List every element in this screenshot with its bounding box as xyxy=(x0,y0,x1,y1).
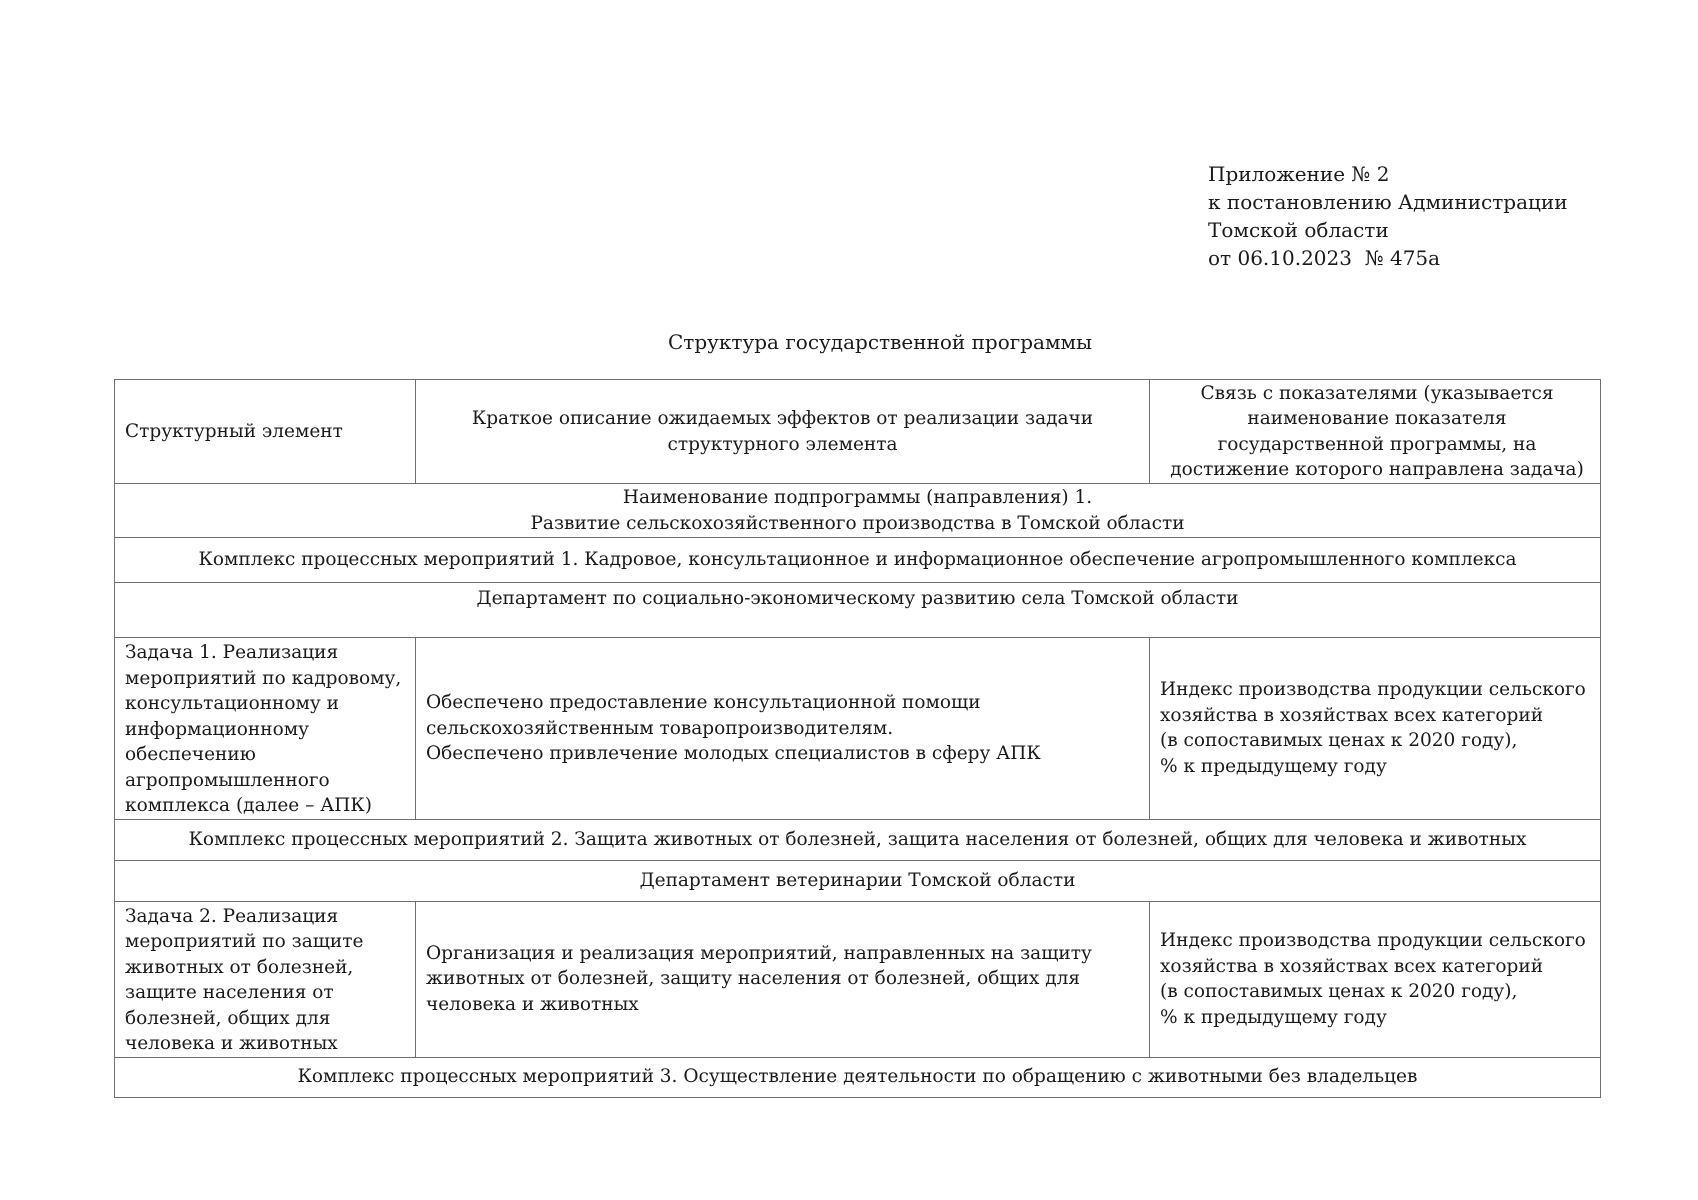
header-effects-description: Краткое описание ожидаемых эффектов от реализации задачи структурного элемента xyxy=(416,380,1150,484)
process-complex-1: Комплекс процессных мероприятий 1. Кадровое, консультационное и информационное обеспечение агропромышленного комплекса xyxy=(115,538,1601,583)
department-row-2 xyxy=(115,860,1601,901)
header-indicators-link: Связь с показателями (указывается наименование показателя государственной программы, на достижение которого направлена задача) xyxy=(1150,380,1601,484)
task-1-indicator: Индекс производства продукции сельского хозяйства в хозяйствах всех категорий (в сопоставимых ценах к 2020 году), % к предыдущему году xyxy=(1150,638,1601,820)
task-2-indicator: Индекс производства продукции сельского хозяйства в хозяйствах всех категорий (в сопоставимых ценах к 2020 году), % к предыдущему году xyxy=(1150,901,1601,1057)
complex-row-3 xyxy=(115,1057,1601,1097)
task-row-2 xyxy=(115,901,1601,1057)
subprogram-row xyxy=(115,484,1601,538)
complex-row-2 xyxy=(115,819,1601,860)
department-row-1 xyxy=(115,583,1601,638)
appendix-reference: Приложение № 2 к постановлению Администрации Томской области от 06.10.2023 № 475а xyxy=(1208,162,1568,270)
task-row-1 xyxy=(115,638,1601,820)
task-1-element: Задача 1. Реализация мероприятий по кадровому, консультационному и информационному обеспечению агропромышленного комплекса (далее – АПК) xyxy=(115,638,416,820)
header-structural-element: Структурный элемент xyxy=(115,380,416,484)
header-row xyxy=(115,380,1601,484)
task-2-element: Задача 2. Реализация мероприятий по защите животных от болезней, защите населения от болезней, общих для человека и животных xyxy=(115,901,416,1057)
document-title: Структура государственной программы xyxy=(667,330,1093,354)
process-complex-3: Комплекс процессных мероприятий 3. Осуществление деятельности по обращению с животными без владельцев xyxy=(115,1057,1601,1097)
complex-row-1 xyxy=(115,538,1601,583)
department-1: Департамент по социально-экономическому развитию села Томской области xyxy=(115,583,1601,638)
program-structure-table xyxy=(114,379,1601,1098)
department-2: Департамент ветеринарии Томской области xyxy=(115,860,1601,901)
process-complex-2: Комплекс процессных мероприятий 2. Защита животных от болезней, защита населения от болезней, общих для человека и животных xyxy=(115,819,1601,860)
task-1-effects: Обеспечено предоставление консультационной помощи сельскохозяйственным товаропроизводителям. Обеспечено привлечение молодых специалистов в сферу АПК xyxy=(416,638,1150,820)
subprogram-name: Наименование подпрограммы (направления) 1. Развитие сельскохозяйственного производства в Томской области xyxy=(115,484,1601,538)
task-2-effects: Организация и реализация мероприятий, направленных на защиту животных от болезней, защиту населения от болезней, общих для человека и животных xyxy=(416,901,1150,1057)
